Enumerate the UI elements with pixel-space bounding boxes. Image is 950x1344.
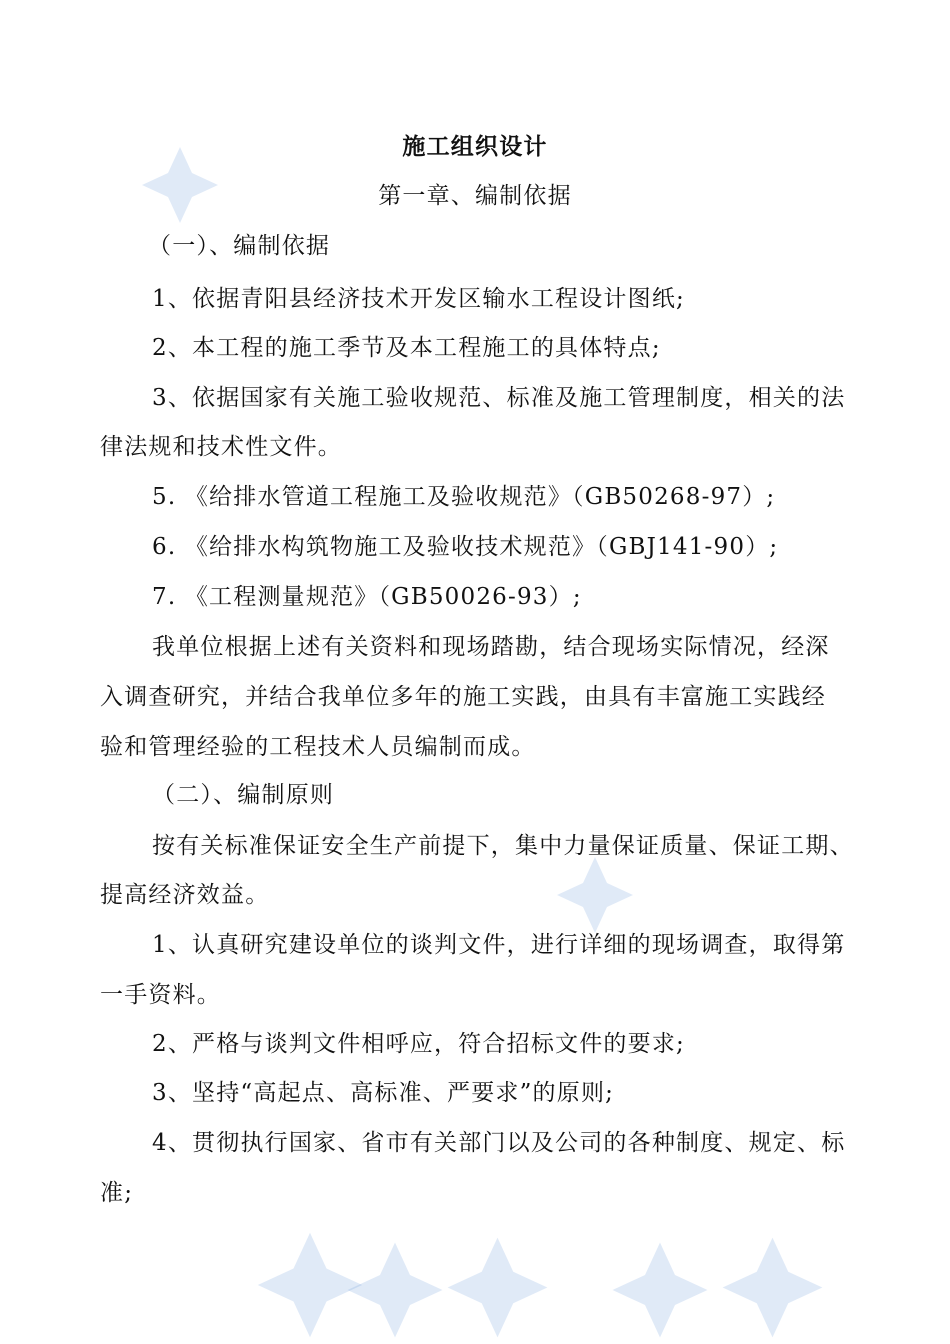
chapter-heading: 第一章、编制依据 — [378, 183, 572, 209]
watermark-icon — [445, 1235, 550, 1340]
section-heading: （二）、编制原则 — [152, 782, 335, 808]
paragraph-line: 提高经济效益。 — [100, 882, 270, 908]
document-title: 施工组织设计 — [402, 133, 548, 160]
list-item: 一手资料。 — [100, 982, 221, 1008]
watermark-icon — [345, 1240, 445, 1340]
paragraph-line: 入调查研究，并结合我单位多年的施工实践，由具有丰富施工实践经 — [100, 684, 826, 710]
list-item: 2、严格与谈判文件相呼应，符合招标文件的要求; — [152, 1031, 685, 1057]
paragraph-line: 按有关标准保证安全生产前提下，集中力量保证质量、保证工期、 — [152, 833, 854, 859]
paragraph-line: 我单位根据上述有关资料和现场踏勘，结合现场实际情况，经深 — [152, 634, 830, 660]
watermark-icon — [610, 1240, 710, 1340]
paragraph-line: 验和管理经验的工程技术人员编制而成。 — [100, 734, 536, 760]
list-item: 5. 《给排水管道工程施工及验收规范》（GB50268-97）; — [152, 484, 776, 510]
list-item: 6. 《给排水构筑物施工及验收技术规范》（GBJ141-90）; — [152, 534, 779, 560]
list-item: 1、依据青阳县经济技术开发区输水工程设计图纸; — [152, 286, 685, 312]
list-item: 2、本工程的施工季节及本工程施工的具体特点; — [152, 335, 661, 361]
list-item: 准; — [100, 1180, 134, 1206]
section-heading: （一）、编制依据 — [148, 233, 331, 259]
list-item: 1、认真研究建设单位的谈判文件，进行详细的现场调查，取得第 — [152, 932, 846, 958]
list-item: 3、依据国家有关施工验收规范、标准及施工管理制度，相关的法 — [152, 385, 846, 411]
list-item: 7. 《工程测量规范》（GB50026-93）; — [152, 584, 582, 610]
list-item: 3、坚持“高起点、高标准、严要求”的原则; — [152, 1080, 615, 1106]
list-item: 律法规和技术性文件。 — [100, 434, 342, 460]
watermark-icon — [720, 1235, 825, 1340]
list-item: 4、贯彻执行国家、省市有关部门以及公司的各种制度、规定、标 — [152, 1130, 846, 1156]
